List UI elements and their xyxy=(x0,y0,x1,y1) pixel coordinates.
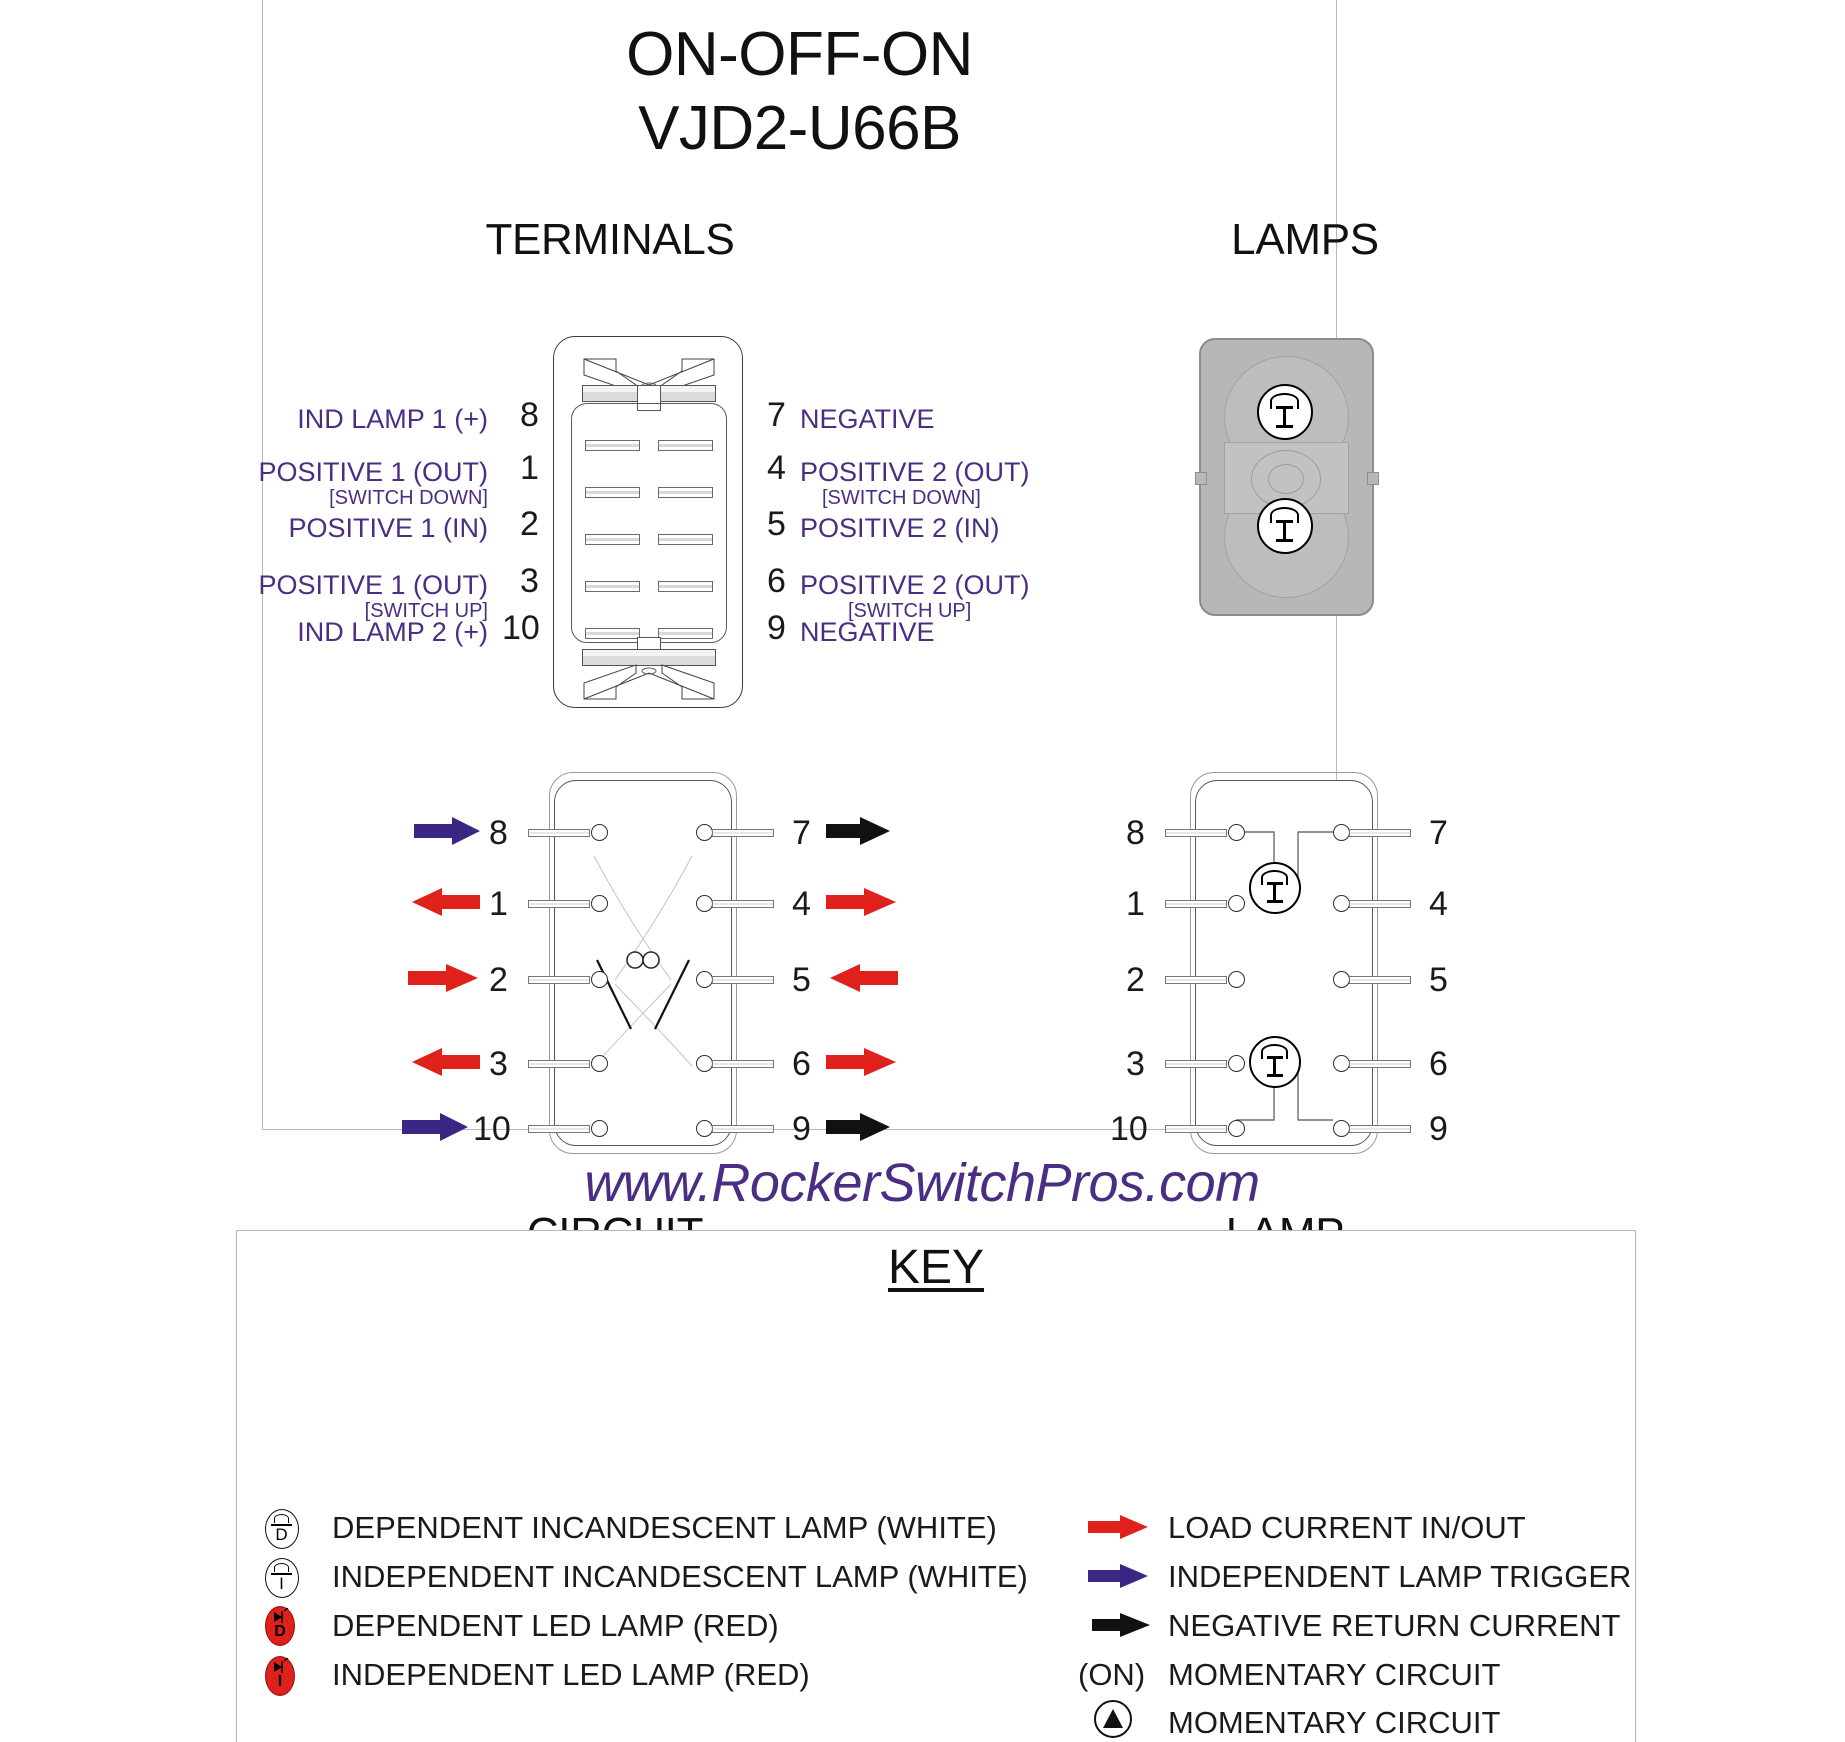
independent-incandescent-lamp-icon xyxy=(1257,384,1313,440)
circuit-pin-4 xyxy=(696,895,713,912)
circuit-number-7: 7 xyxy=(792,814,811,852)
independent-incandescent-lamp-icon: I xyxy=(265,1558,299,1598)
lamps-heading: LAMPS xyxy=(1231,215,1379,264)
lamp-pin-9 xyxy=(1333,1120,1350,1137)
terminal-sublabel-1: [SWITCH DOWN] xyxy=(329,487,488,509)
purple-arrow-right-icon-10 xyxy=(402,1111,470,1145)
lamp-lead-8 xyxy=(1165,829,1227,837)
terminal-number-5: 5 xyxy=(767,505,786,543)
lamp-number-10: 10 xyxy=(1110,1110,1148,1148)
black-arrow-icon xyxy=(1092,1611,1152,1639)
lamp-lead-7 xyxy=(1349,829,1411,837)
terminal-label-4: POSITIVE 2 (OUT) xyxy=(800,457,1030,487)
terminal-label-7: NEGATIVE xyxy=(800,404,935,434)
lamp-number-7: 7 xyxy=(1429,814,1448,852)
terminal-label-8: IND LAMP 1 (+) xyxy=(297,404,488,434)
circuit-pin-6 xyxy=(696,1055,713,1072)
red-arrow-left-icon-1 xyxy=(408,886,480,920)
terminal-number-3: 3 xyxy=(520,562,539,600)
lamp-lead-2 xyxy=(1165,976,1227,984)
independent-incandescent-lamp-icon xyxy=(1249,1036,1301,1088)
rocker-center-ring-inner xyxy=(1268,464,1304,494)
terminal-number-1: 1 xyxy=(520,449,539,487)
circuit-number-4: 4 xyxy=(792,885,811,923)
circuit-lead-7 xyxy=(712,829,774,837)
black-arrow-right-icon-9 xyxy=(826,1111,892,1145)
lamp-lead-10 xyxy=(1165,1125,1227,1133)
terminal-sublabel-4: [SWITCH DOWN] xyxy=(822,487,981,509)
terminal-number-7: 7 xyxy=(767,396,786,434)
lamp-number-4: 4 xyxy=(1429,885,1448,923)
red-arrow-right-icon-6 xyxy=(826,1046,898,1080)
terminal-blade-4 xyxy=(658,487,713,498)
key-item-negative-return: NEGATIVE RETURN CURRENT xyxy=(1168,1608,1621,1643)
circuit-lead-2 xyxy=(528,976,590,984)
circuit-number-3: 3 xyxy=(489,1045,508,1083)
terminal-blade-3 xyxy=(585,581,640,592)
terminal-number-8: 8 xyxy=(520,396,539,434)
circuit-number-9: 9 xyxy=(792,1110,811,1148)
terminal-number-10: 10 xyxy=(502,609,540,647)
key-item-momentary-circuit: MOMENTARY CIRCUIT xyxy=(1168,1705,1501,1740)
red-arrow-left-icon-5 xyxy=(826,962,898,996)
lamp-lead-1 xyxy=(1165,900,1227,908)
dependent-incandescent-lamp-icon: D xyxy=(265,1509,299,1549)
independent-incandescent-lamp-icon xyxy=(1249,862,1301,914)
terminal-label-10: IND LAMP 2 (+) xyxy=(297,617,488,647)
key-item-independent-incandescent: INDEPENDENT INCANDESCENT LAMP (WHITE) xyxy=(332,1559,1028,1594)
terminal-label-9: NEGATIVE xyxy=(800,617,935,647)
terminal-blade-7 xyxy=(658,440,713,451)
lamps-rocker-switch[interactable] xyxy=(1199,338,1374,616)
black-arrow-right-icon-7 xyxy=(826,815,892,849)
website-link[interactable]: www.RockerSwitchPros.com xyxy=(584,1153,1260,1213)
terminals-heading: TERMINALS xyxy=(485,215,735,264)
terminal-blade-1 xyxy=(585,487,640,498)
key-item-momentary-on: MOMENTARY CIRCUIT xyxy=(1168,1657,1501,1692)
circuit-pin-8 xyxy=(591,824,608,841)
purple-arrow-icon xyxy=(1088,1562,1150,1590)
circuit-number-8: 8 xyxy=(489,814,508,852)
page-title xyxy=(262,18,1337,166)
key-item-lamp-trigger: INDEPENDENT LAMP TRIGGER xyxy=(1168,1559,1632,1594)
circuit-lead-6 xyxy=(712,1060,774,1068)
lamp-number-5: 5 xyxy=(1429,961,1448,999)
red-arrow-left-icon-3 xyxy=(408,1046,480,1080)
circuit-pin-7 xyxy=(696,824,713,841)
lamp-pin-4 xyxy=(1333,895,1350,912)
lamp-pin-1 xyxy=(1228,895,1245,912)
on-parenthesis-label: (ON) xyxy=(1078,1657,1146,1692)
lamp-number-1: 1 xyxy=(1126,885,1145,923)
red-arrow-right-icon-4 xyxy=(826,886,898,920)
circuit-lead-10 xyxy=(528,1125,590,1133)
circuit-number-1: 1 xyxy=(489,885,508,923)
terminal-label-6: POSITIVE 2 (OUT) xyxy=(800,570,1030,600)
purple-arrow-right-icon-8 xyxy=(414,815,482,849)
lamp-pin-8 xyxy=(1228,824,1245,841)
rocker-left-ear xyxy=(1195,472,1207,485)
terminal-label-3: POSITIVE 1 (OUT) xyxy=(258,570,488,600)
terminal-blade-2 xyxy=(585,534,640,545)
lamp-number-2: 2 xyxy=(1126,961,1145,999)
lamp-number-9: 9 xyxy=(1429,1110,1448,1148)
terminal-blade-5 xyxy=(658,534,713,545)
terminal-number-6: 6 xyxy=(767,562,786,600)
terminal-number-9: 9 xyxy=(767,609,786,647)
lamp-pin-2 xyxy=(1228,971,1245,988)
rocker-right-ear xyxy=(1367,472,1379,485)
key-heading: KEY xyxy=(887,1241,985,1294)
terminal-label-1: POSITIVE 1 (OUT) xyxy=(258,457,488,487)
circuit-pin-2 xyxy=(591,971,608,988)
key-item-load-current: LOAD CURRENT IN/OUT xyxy=(1168,1510,1526,1545)
terminal-number-4: 4 xyxy=(767,449,786,487)
lamp-pin-10 xyxy=(1228,1120,1245,1137)
key-item-independent-led: INDEPENDENT LED LAMP (RED) xyxy=(332,1657,810,1692)
independent-led-lamp-icon: I xyxy=(265,1656,295,1696)
circuit-number-2: 2 xyxy=(489,961,508,999)
bottom-retainer-clip-icon xyxy=(554,663,744,723)
lamp-lead-6 xyxy=(1349,1060,1411,1068)
terminal-blade-9 xyxy=(658,628,713,639)
dependent-led-lamp-icon: D xyxy=(265,1606,295,1646)
circuit-number-5: 5 xyxy=(792,961,811,999)
title-line-1: ON-OFF-ON xyxy=(626,20,973,89)
independent-incandescent-lamp-icon xyxy=(1257,498,1313,554)
circuit-pin-1 xyxy=(591,895,608,912)
terminal-label-2: POSITIVE 1 (IN) xyxy=(288,513,488,543)
circuit-lead-1 xyxy=(528,900,590,908)
momentary-triangle-icon xyxy=(1094,1700,1132,1738)
red-arrow-icon xyxy=(1088,1513,1150,1541)
lamp-number-3: 3 xyxy=(1126,1045,1145,1083)
circuit-pin-5 xyxy=(696,971,713,988)
terminal-number-2: 2 xyxy=(520,505,539,543)
key-item-dependent-incandescent: DEPENDENT INCANDESCENT LAMP (WHITE) xyxy=(332,1510,997,1545)
key-item-dependent-led: DEPENDENT LED LAMP (RED) xyxy=(332,1608,779,1643)
lamp-number-8: 8 xyxy=(1126,814,1145,852)
terminal-blade-6 xyxy=(658,581,713,592)
circuit-lead-8 xyxy=(528,829,590,837)
lamp-lead-9 xyxy=(1349,1125,1411,1133)
circuit-lead-4 xyxy=(712,900,774,908)
circuit-number-10: 10 xyxy=(473,1110,511,1148)
lamp-pin-3 xyxy=(1228,1055,1245,1072)
lamp-lead-5 xyxy=(1349,976,1411,984)
lamp-lead-3 xyxy=(1165,1060,1227,1068)
circuit-lead-5 xyxy=(712,976,774,984)
terminal-sublabel-3: [SWITCH UP] xyxy=(364,600,488,622)
lamp-number-6: 6 xyxy=(1429,1045,1448,1083)
title-line-2: VJD2-U66B xyxy=(638,94,961,163)
lamp-pin-5 xyxy=(1333,971,1350,988)
terminal-blade-10 xyxy=(585,628,640,639)
terminal-sublabel-6: [SWITCH UP] xyxy=(848,600,972,622)
circuit-pin-10 xyxy=(591,1120,608,1137)
lamp-pin-6 xyxy=(1333,1055,1350,1072)
lamp-pin-7 xyxy=(1333,824,1350,841)
terminals-inner-shell xyxy=(571,403,727,643)
lamp-lead-4 xyxy=(1349,900,1411,908)
red-arrow-right-icon-2 xyxy=(408,962,480,996)
circuit-pin-3 xyxy=(591,1055,608,1072)
circuit-lead-9 xyxy=(712,1125,774,1133)
terminal-label-5: POSITIVE 2 (IN) xyxy=(800,513,1000,543)
circuit-pin-9 xyxy=(696,1120,713,1137)
terminals-switch-body xyxy=(553,336,743,708)
terminal-blade-8 xyxy=(585,440,640,451)
circuit-number-6: 6 xyxy=(792,1045,811,1083)
circuit-lead-3 xyxy=(528,1060,590,1068)
